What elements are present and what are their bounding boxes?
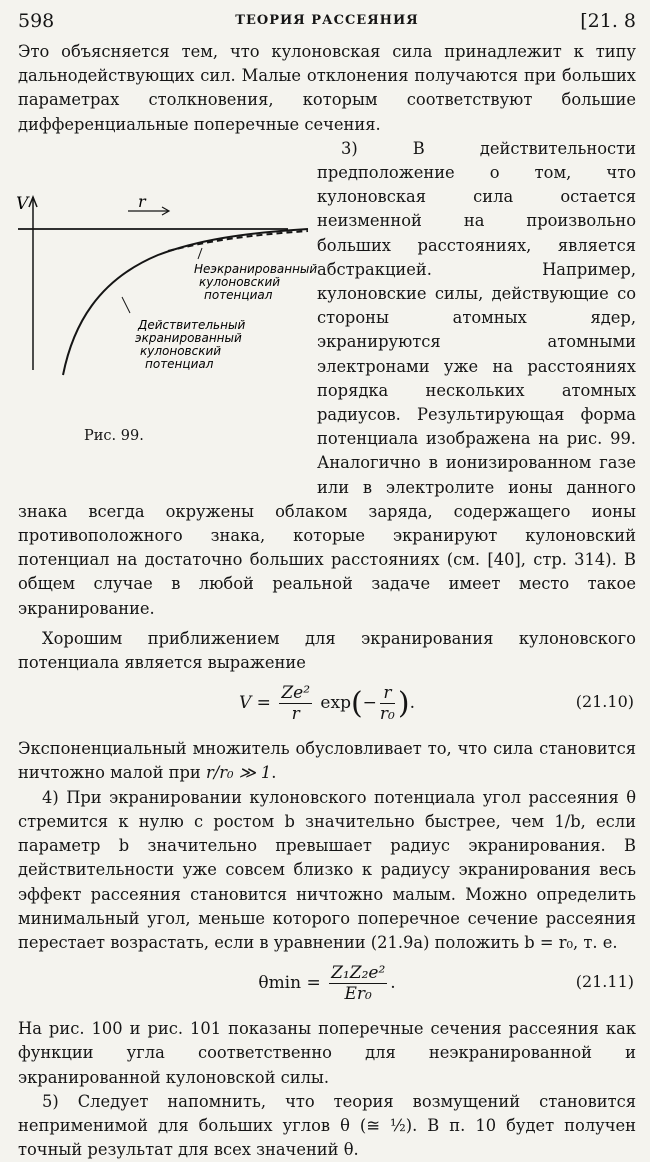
eq2-end: . xyxy=(390,973,396,994)
eq1-fraction2 xyxy=(380,683,395,724)
equation-number: (21.10) xyxy=(575,692,634,712)
screened-label-line3: кулоновский xyxy=(140,343,222,358)
screened-label xyxy=(135,318,245,371)
paragraph-with-figure xyxy=(18,137,636,621)
v-label: V xyxy=(16,193,29,214)
unscreened-label-line1: Неэкранированный xyxy=(194,261,318,276)
paragraph: На рис. 100 и рис. 101 показаны поперечные сечения рассеяния как функции угла соответственно для неэкранированной и экранированной кулоновской силы. xyxy=(18,1019,636,1087)
paragraph: Это объясняется тем, что кулоновская сила принадлежит к типу дальнодействующих сил. Малые отклонения получаются при больших параметрах столкновения, которым соответствуют большие дифференциальные поперечные сечения. xyxy=(18,42,636,134)
eq1-numerator2: r xyxy=(380,683,395,704)
r-label: r xyxy=(138,191,146,211)
eq1-fraction xyxy=(279,683,312,724)
potential-graph xyxy=(16,185,318,425)
section-number: [21. 8 xyxy=(580,10,636,32)
eq2-fraction xyxy=(329,963,387,1004)
screened-label-line4: потенциал xyxy=(145,356,214,371)
equation-21-10: V = $\frac{\text{Ze²}}{r}$ exp(− $\frac{r}{\text{r₀}}$ ). (21.10) xyxy=(238,683,634,725)
page-number: 598 xyxy=(18,10,55,32)
screened-label-line2: экранированный xyxy=(135,330,242,345)
figure-99 xyxy=(16,185,318,477)
eq1-lhs: V = xyxy=(238,693,271,714)
paragraph-text: Экспоненциальный множитель обусловливает то, что сила становится ничтожно малой при xyxy=(18,739,636,783)
paragraph: 4) При экранировании кулоновского потенциала угол рассеяния θ стремится к нулю с ростом b значительно быстрее, чем 1/b, если параметр b значительно превышает радиус экранирования. В действительности уже совсем близко к радиусу экранирования весь эффект рассеяния становится ничтожно малым. Можно определить минимальный угол, меньше которого поперечное сечение рассеяния перестает возрастать, если в уравнении (21.9а) положить b = r₀, т. е. xyxy=(18,787,636,952)
running-title: ТЕОРИЯ РАССЕЯНИЯ xyxy=(235,13,419,28)
screened-label-line1: Действительный xyxy=(138,317,246,332)
running-header xyxy=(18,10,636,40)
unscreened-label-line3: потенциал xyxy=(204,287,273,302)
paragraph xyxy=(18,737,636,785)
screened-leader xyxy=(122,297,130,313)
unscreened-leader xyxy=(198,248,202,259)
eq2-numerator: Z₁Z₂e² xyxy=(331,963,386,984)
paragraph: Хорошим приближением для экранирования кулоновского потенциала является выражение xyxy=(18,628,636,673)
equation-number: (21.11) xyxy=(575,972,634,992)
eq1-exp: exp xyxy=(320,693,351,714)
eq1-denominator2: r₀ xyxy=(379,704,395,725)
eq1-end: . xyxy=(409,693,415,714)
equation-21-11 xyxy=(18,955,636,1017)
paragraph-text: . xyxy=(271,763,277,783)
eq2-lhs: θmin = xyxy=(258,973,321,994)
figure-caption: Рис. 99. xyxy=(84,427,144,444)
unscreened-curve xyxy=(168,231,308,251)
unscreened-label-line2: кулоновский xyxy=(199,274,281,289)
eq1-denominator: r xyxy=(291,704,300,725)
paragraph: 3) В действительности предположение о том, что кулоновская сила остается неизменной на произвольно больших расстояниях, является абстракцией. Например, кулоновские силы, действующие со стороны атомных ядер, экранируются атомными электронами уже на расстояниях порядка нескольких атомных радиусов. Результирующая форма потенциала изображена на рис. 99. Аналогично в ионизированном газе или в электролите ионы данного знака всегда окружены облаком заряда, содержащего ионы противоположного знака, которые экранируют кулоновский потенциал на достаточно больших расстояниях (см. [40], стр. 314). В общем случае в любой реальной задаче имеет место такое экранирование. xyxy=(18,138,636,618)
eq1-numerator: Ze² xyxy=(281,683,311,704)
eq2-denominator: Er₀ xyxy=(344,984,372,1005)
eq1-minus: − xyxy=(362,693,377,714)
unscreened-label xyxy=(194,262,317,302)
inline-math: r/r₀ ≫ 1 xyxy=(205,763,272,783)
paragraph: 5) Следует напомнить, что теория возмущений становится неприменимой для больших углов θ (≅ ½). В п. 10 будет получен точный результат для всех значений θ. xyxy=(18,1091,636,1160)
page xyxy=(18,10,636,1162)
